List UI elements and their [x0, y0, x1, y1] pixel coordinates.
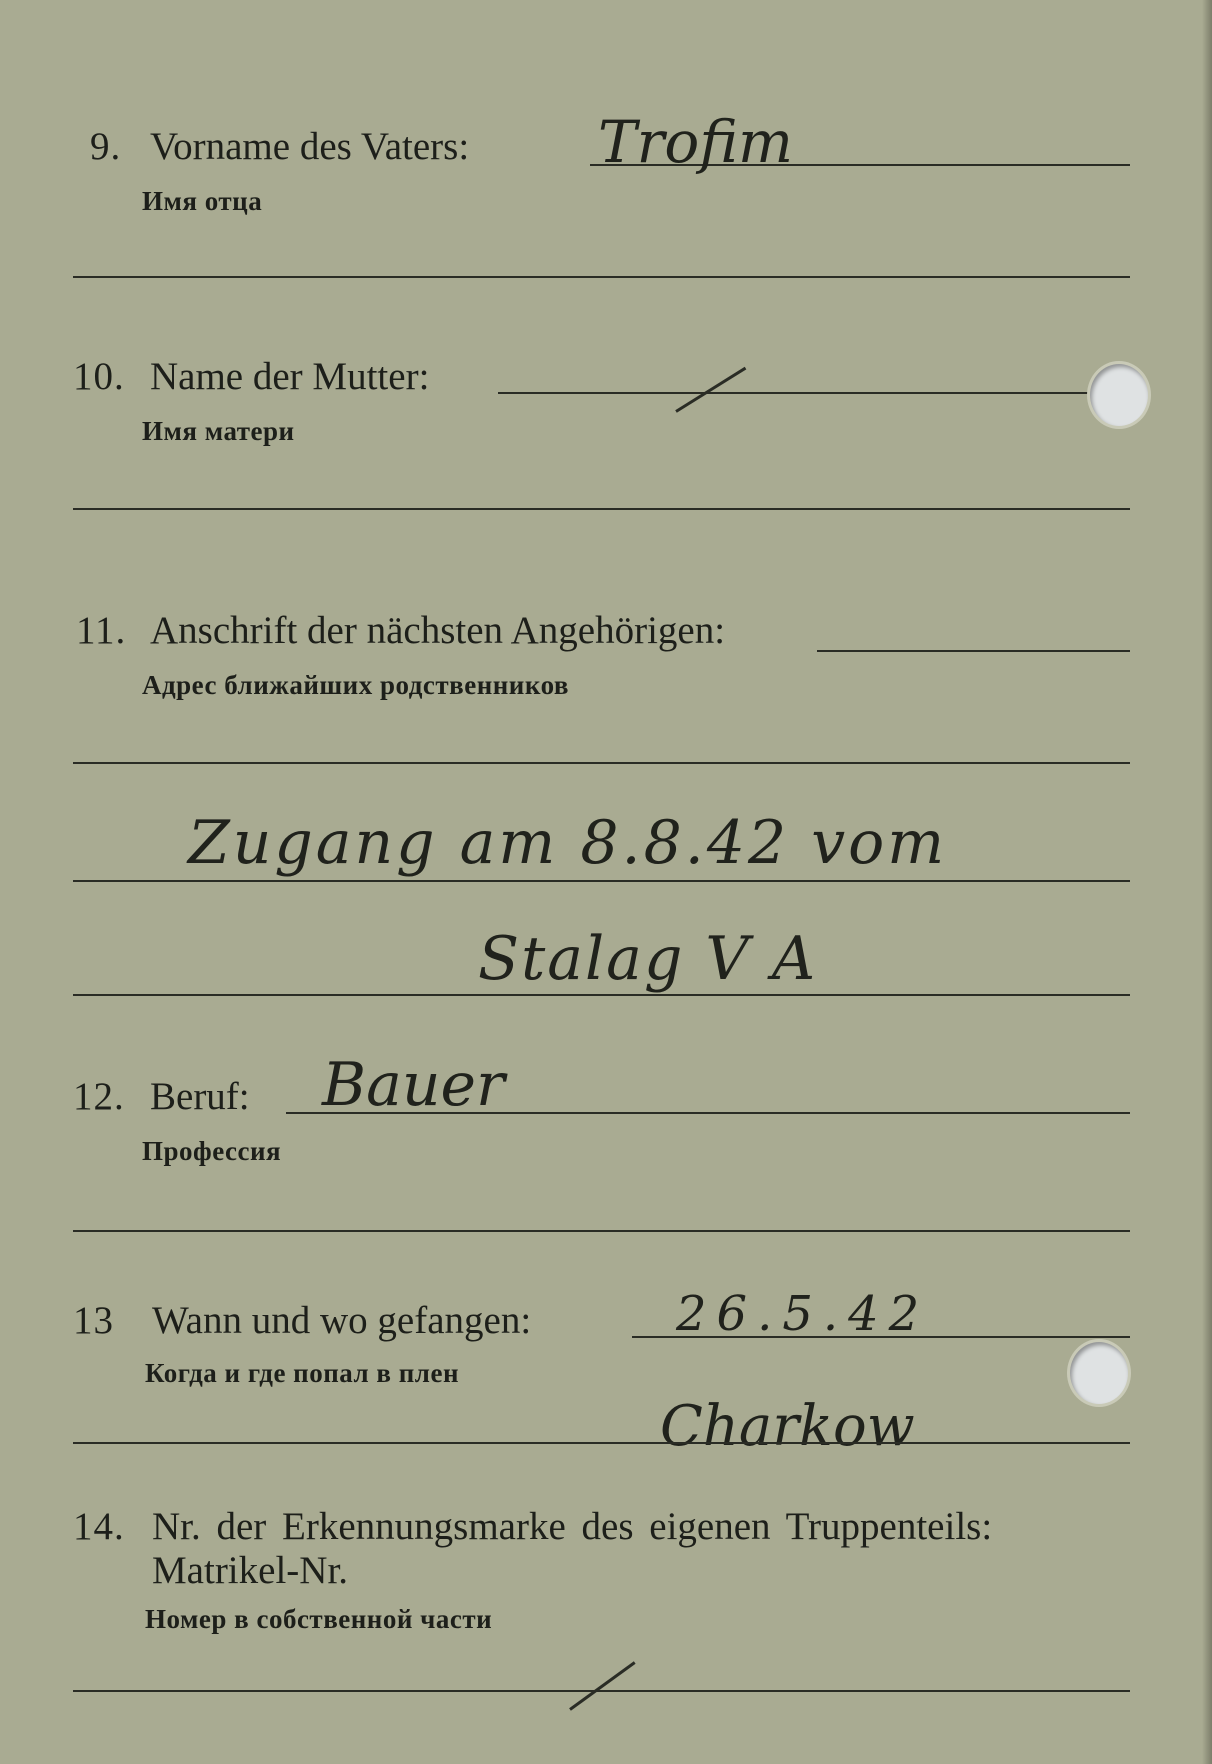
- label-russian: Номер в собственной части: [145, 1604, 493, 1634]
- label-german: Wann und wo gefangen:: [152, 1299, 532, 1342]
- label-german-2: Matrikel-Nr.: [152, 1549, 349, 1592]
- handwritten-answer: Trofim: [598, 108, 794, 176]
- label-german: Name der Mutter:: [150, 355, 430, 398]
- extra-line: [73, 276, 1130, 278]
- extra-line: [73, 1230, 1130, 1232]
- punch-hole: [1090, 364, 1148, 426]
- handwritten-place: Charkow: [660, 1394, 915, 1459]
- label-russian: Профессия: [142, 1136, 282, 1166]
- extra-line: [73, 1442, 1130, 1444]
- label-german: Anschrift der nächsten Angehörigen:: [150, 609, 726, 652]
- label-russian: Имя матери: [142, 416, 295, 446]
- label-german: Nr. der Erkennungsmarke des eigenen Truppenteils:: [152, 1505, 993, 1548]
- dash-stroke: [569, 1661, 635, 1710]
- field-number: 12.: [73, 1075, 125, 1118]
- handwritten-line-2: Stalag V A: [478, 924, 818, 994]
- card-edge: [1202, 0, 1212, 1764]
- field-number: 11.: [76, 609, 127, 652]
- handwritten-line-1: Zugang am 8.8.42 vom: [188, 808, 948, 878]
- dash-stroke: [675, 367, 746, 413]
- handwritten-date: 26.5.42: [676, 1286, 930, 1342]
- answer-line: [498, 392, 1090, 394]
- field-number: 9.: [90, 125, 122, 168]
- label-russian: Имя отца: [142, 186, 263, 216]
- extra-line: [73, 762, 1130, 764]
- extra-line: [73, 880, 1130, 882]
- label-russian: Когда и где попал в плен: [145, 1358, 459, 1388]
- label-german: Vorname des Vaters:: [150, 125, 470, 168]
- extra-line: [73, 994, 1130, 996]
- handwritten-answer: Bauer: [322, 1050, 505, 1120]
- field-number: 13: [73, 1299, 114, 1342]
- extra-line: [73, 1690, 1130, 1692]
- label-russian: Адрес ближайших родственников: [142, 670, 569, 700]
- extra-line: [73, 508, 1130, 510]
- punch-hole: [1070, 1342, 1128, 1404]
- field-number: 10.: [73, 355, 125, 398]
- label-german: Beruf:: [150, 1075, 250, 1118]
- answer-line: [817, 650, 1130, 652]
- field-number: 14.: [73, 1505, 125, 1548]
